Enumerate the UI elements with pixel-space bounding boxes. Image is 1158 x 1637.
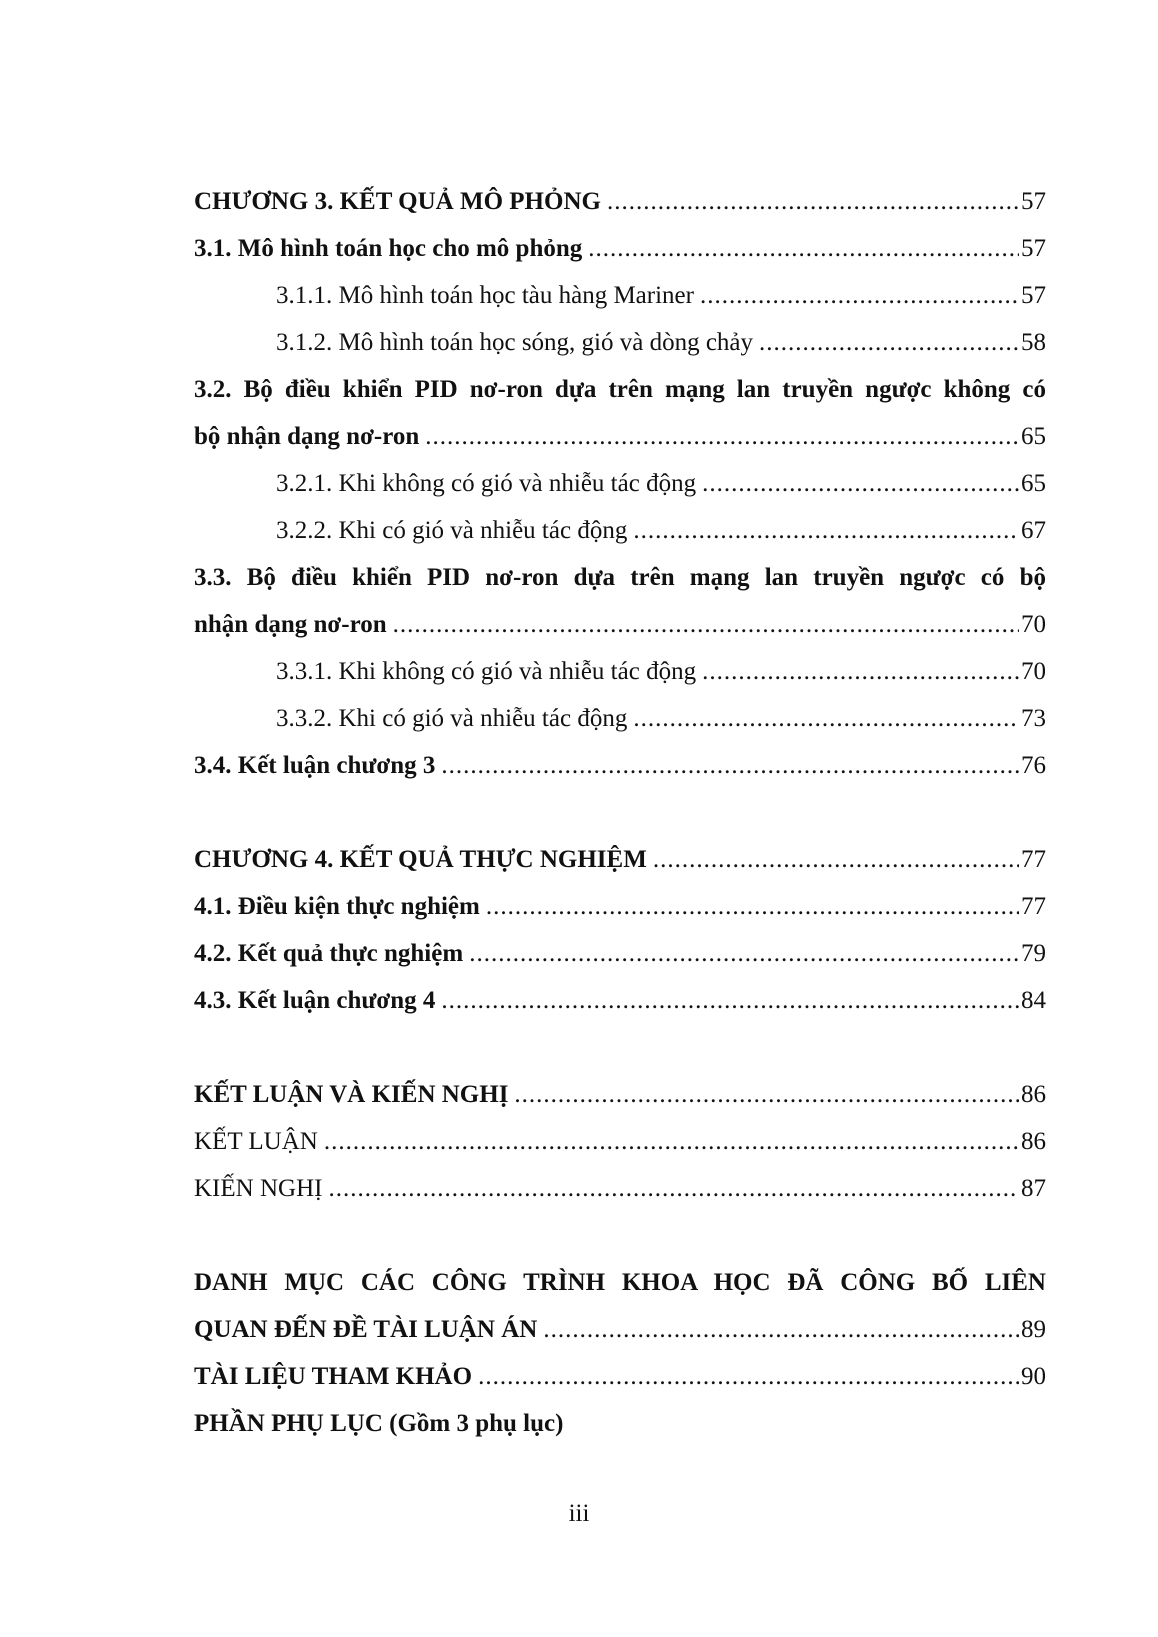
toc-entry-page: 89 bbox=[1021, 1316, 1046, 1343]
dot-leader bbox=[324, 1118, 1019, 1165]
dot-leader bbox=[702, 648, 1019, 695]
dot-leader bbox=[441, 977, 1019, 1024]
toc-entry-chapter-3[interactable] bbox=[194, 178, 1046, 225]
toc-entry-page: 86 bbox=[1021, 1081, 1046, 1108]
dot-leader bbox=[653, 836, 1019, 883]
toc-entry-title: 3.1.2. Mô hình toán học sóng, gió và dòng chảy bbox=[276, 329, 754, 356]
toc-entry-page: 77 bbox=[1021, 893, 1046, 920]
toc-entry-page: 57 bbox=[1021, 188, 1046, 215]
toc-entry-3-2-2[interactable] bbox=[194, 507, 1046, 554]
toc-entry-4-3[interactable] bbox=[194, 977, 1046, 1024]
toc-entry-page: 90 bbox=[1021, 1363, 1046, 1390]
toc-entry-page: 57 bbox=[1021, 282, 1046, 309]
dot-leader bbox=[486, 883, 1019, 930]
toc-entry-appendix[interactable] bbox=[194, 1400, 1046, 1447]
dot-leader bbox=[700, 272, 1019, 319]
dot-leader bbox=[759, 319, 1019, 366]
toc-entry-page: 76 bbox=[1021, 752, 1046, 779]
toc-entry-3-3-2[interactable] bbox=[194, 695, 1046, 742]
toc-entry-chapter-4[interactable] bbox=[194, 836, 1046, 883]
toc-entry-3-3-line1[interactable]: 3.3. Bộ điều khiển PID nơ-ron dựa trên mạng lan truyền ngược có bộ bbox=[194, 564, 1046, 591]
toc-entry-3-3[interactable] bbox=[194, 601, 1046, 648]
toc-entry-title: 4.1. Điều kiện thực nghiệm bbox=[194, 893, 480, 920]
toc-entry-title: 3.3.2. Khi có gió và nhiễu tác động bbox=[276, 705, 628, 732]
toc-entry-title: QUAN ĐẾN ĐỀ TÀI LUẬN ÁN bbox=[194, 1316, 538, 1343]
dot-leader bbox=[425, 413, 1019, 460]
dot-leader bbox=[469, 930, 1019, 977]
dot-leader bbox=[328, 1165, 1019, 1212]
dot-leader bbox=[633, 507, 1019, 554]
dot-leader bbox=[702, 460, 1019, 507]
dot-leader bbox=[478, 1353, 1019, 1400]
toc-entry-page: 57 bbox=[1021, 235, 1046, 262]
toc-entry-page: 65 bbox=[1021, 423, 1046, 450]
toc-entry-3-2-line1[interactable]: 3.2. Bộ điều khiển PID nơ-ron dựa trên mạng lan truyền ngược không có bbox=[194, 376, 1046, 403]
toc-entry-title: 3.1.1. Mô hình toán học tàu hàng Mariner bbox=[276, 282, 694, 309]
toc-entry-title: TÀI LIỆU THAM KHẢO bbox=[194, 1363, 473, 1390]
toc-entry-3-1-2[interactable] bbox=[194, 319, 1046, 366]
toc-entry-page: 58 bbox=[1021, 329, 1046, 356]
toc-entry-page: 70 bbox=[1021, 611, 1046, 638]
dot-leader bbox=[633, 695, 1019, 742]
toc-entry-page: 67 bbox=[1021, 517, 1046, 544]
toc-entry-page: 87 bbox=[1021, 1175, 1046, 1202]
toc-entry-title: 3.2.1. Khi không có gió và nhiễu tác động bbox=[276, 470, 697, 497]
toc-entry-references[interactable] bbox=[194, 1353, 1046, 1400]
toc-entry-3-2-1[interactable] bbox=[194, 460, 1046, 507]
toc-entry-kien-nghi[interactable] bbox=[194, 1165, 1046, 1212]
toc-entry-title: 3.3.1. Khi không có gió và nhiễu tác động bbox=[276, 658, 697, 685]
toc-entry-title: CHƯƠNG 4. KẾT QUẢ THỰC NGHIỆM bbox=[194, 846, 647, 873]
toc-entry-title: KẾT LUẬN bbox=[194, 1128, 318, 1155]
toc-entry-title: bộ nhận dạng nơ-ron bbox=[194, 423, 420, 450]
toc-entry-title: PHẦN PHỤ LỤC (Gồm 3 phụ lục) bbox=[194, 1410, 564, 1437]
toc-entry-title: 4.2. Kết quả thực nghiệm bbox=[194, 940, 464, 967]
toc-entry-publications[interactable] bbox=[194, 1306, 1046, 1353]
toc-entry-title: nhận dạng nơ-ron bbox=[194, 611, 387, 638]
toc-entry-page: 73 bbox=[1021, 705, 1046, 732]
dot-leader bbox=[514, 1071, 1019, 1118]
toc-entry-conclusion[interactable] bbox=[194, 1071, 1046, 1118]
toc-entry-3-3-1[interactable] bbox=[194, 648, 1046, 695]
toc-entry-title: CHƯƠNG 3. KẾT QUẢ MÔ PHỎNG bbox=[194, 188, 601, 215]
toc-entry-3-1[interactable] bbox=[194, 225, 1046, 272]
page-number: iii bbox=[568, 1500, 590, 1527]
toc-entry-3-4[interactable] bbox=[194, 742, 1046, 789]
toc-entry-4-1[interactable] bbox=[194, 883, 1046, 930]
toc-entry-title: 3.1. Mô hình toán học cho mô phỏng bbox=[194, 235, 583, 262]
toc-entry-title: 3.2.2. Khi có gió và nhiễu tác động bbox=[276, 517, 628, 544]
toc-entry-ket-luan[interactable] bbox=[194, 1118, 1046, 1165]
dot-leader bbox=[393, 601, 1019, 648]
toc-entry-page: 84 bbox=[1021, 987, 1046, 1014]
dot-leader bbox=[441, 742, 1019, 789]
toc-entry-4-2[interactable] bbox=[194, 930, 1046, 977]
dot-leader bbox=[543, 1306, 1019, 1353]
toc-entry-page: 70 bbox=[1021, 658, 1046, 685]
toc-entry-publications-line1[interactable]: DANH MỤC CÁC CÔNG TRÌNH KHOA HỌC ĐÃ CÔNG BỐ LIÊN bbox=[194, 1269, 1046, 1296]
table-of-contents bbox=[194, 178, 1046, 1447]
toc-entry-title: 3.4. Kết luận chương 3 bbox=[194, 752, 436, 779]
toc-entry-title: KIẾN NGHỊ bbox=[194, 1175, 323, 1202]
toc-entry-page: 77 bbox=[1021, 846, 1046, 873]
spacer bbox=[194, 1212, 1046, 1259]
toc-entry-3-2[interactable] bbox=[194, 413, 1046, 460]
toc-entry-page: 65 bbox=[1021, 470, 1046, 497]
spacer bbox=[194, 789, 1046, 836]
toc-entry-page: 86 bbox=[1021, 1128, 1046, 1155]
dot-leader bbox=[588, 225, 1019, 272]
toc-entry-title: 4.3. Kết luận chương 4 bbox=[194, 987, 436, 1014]
toc-entry-title: KẾT LUẬN VÀ KIẾN NGHỊ bbox=[194, 1081, 509, 1108]
spacer bbox=[194, 1024, 1046, 1071]
toc-entry-page: 79 bbox=[1021, 940, 1046, 967]
toc-entry-3-1-1[interactable] bbox=[194, 272, 1046, 319]
dot-leader bbox=[607, 178, 1019, 225]
